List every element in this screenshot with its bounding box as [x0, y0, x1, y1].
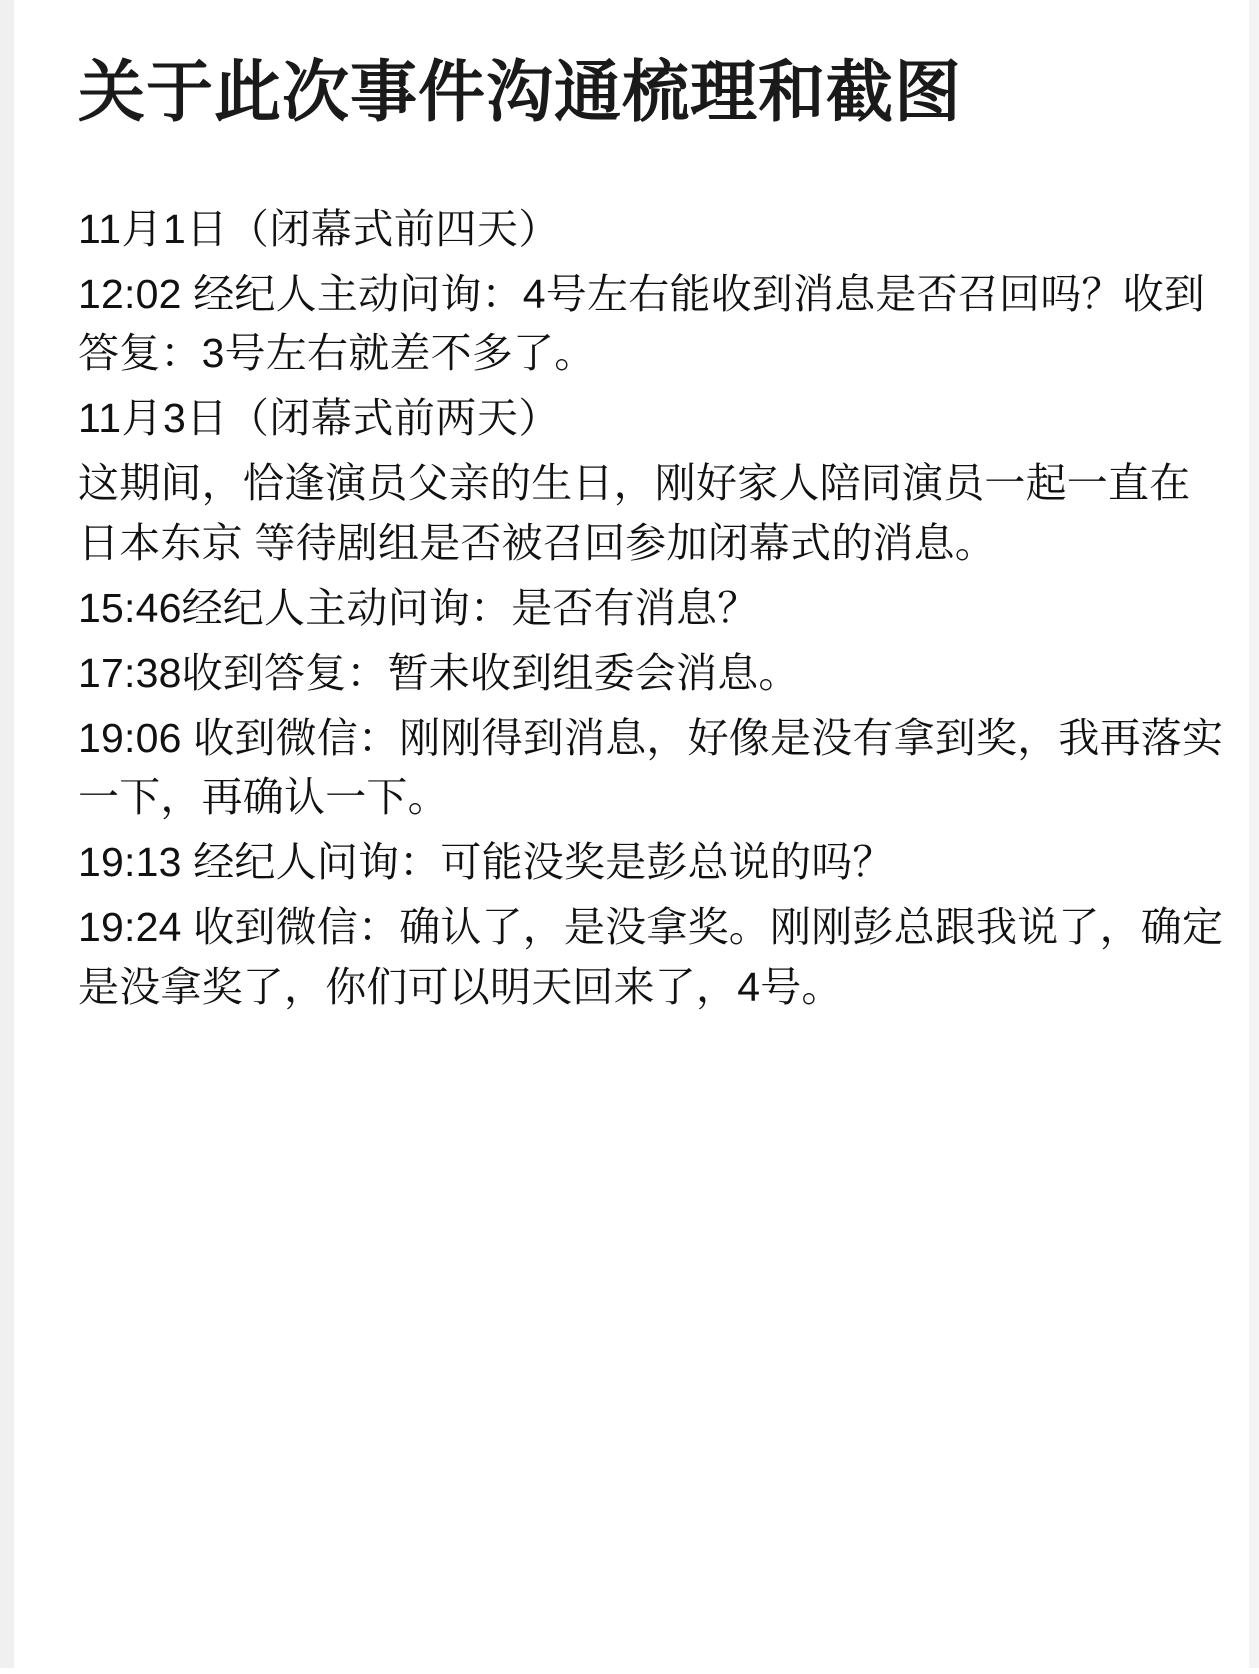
- page-left-margin: [0, 0, 14, 1674]
- paragraph-context-note: 这期间，恰逢演员父亲的生日，刚好家人陪同演员一起一直在日本东京 等待剧组是否被召回参加闭幕式的消息。: [78, 460, 1191, 567]
- page-bottom-edge: [0, 1668, 1259, 1674]
- page-right-margin: [1249, 0, 1259, 1674]
- page-title: 关于此次事件沟通梳理和截图: [78, 55, 962, 130]
- paragraph-date-nov3: 11月3日（闭幕式前两天）: [78, 395, 560, 442]
- paragraph-entry-1924: 19:24 收到微信：确认了，是没拿奖。刚刚彭总跟我说了，确定是没拿奖了，你们可以明天回来了，4号。: [78, 904, 1224, 1011]
- paragraph-entry-1202: 12:02 经纪人主动问询：4号左右能收到消息是否召回吗？收到答复：3号左右就差不多了。: [78, 270, 1205, 377]
- paragraph-entry-1913: 19:13 经纪人问询：可能没奖是彭总说的吗？: [78, 839, 894, 886]
- paragraph-entry-1738: 17:38收到答复：暂未收到组委会消息。: [78, 649, 800, 696]
- paragraph-date-nov1: 11月1日（闭幕式前四天）: [78, 205, 560, 252]
- paragraph-entry-1546: 15:46经纪人主动问询：是否有消息？: [78, 584, 759, 631]
- document-body: [78, 200, 1229, 1018]
- paragraph-entry-1906: 19:06 收到微信：刚刚得到消息，好像是没有拿到奖，我再落实一下，再确认一下。: [78, 714, 1224, 821]
- document-content: [78, 0, 1229, 1023]
